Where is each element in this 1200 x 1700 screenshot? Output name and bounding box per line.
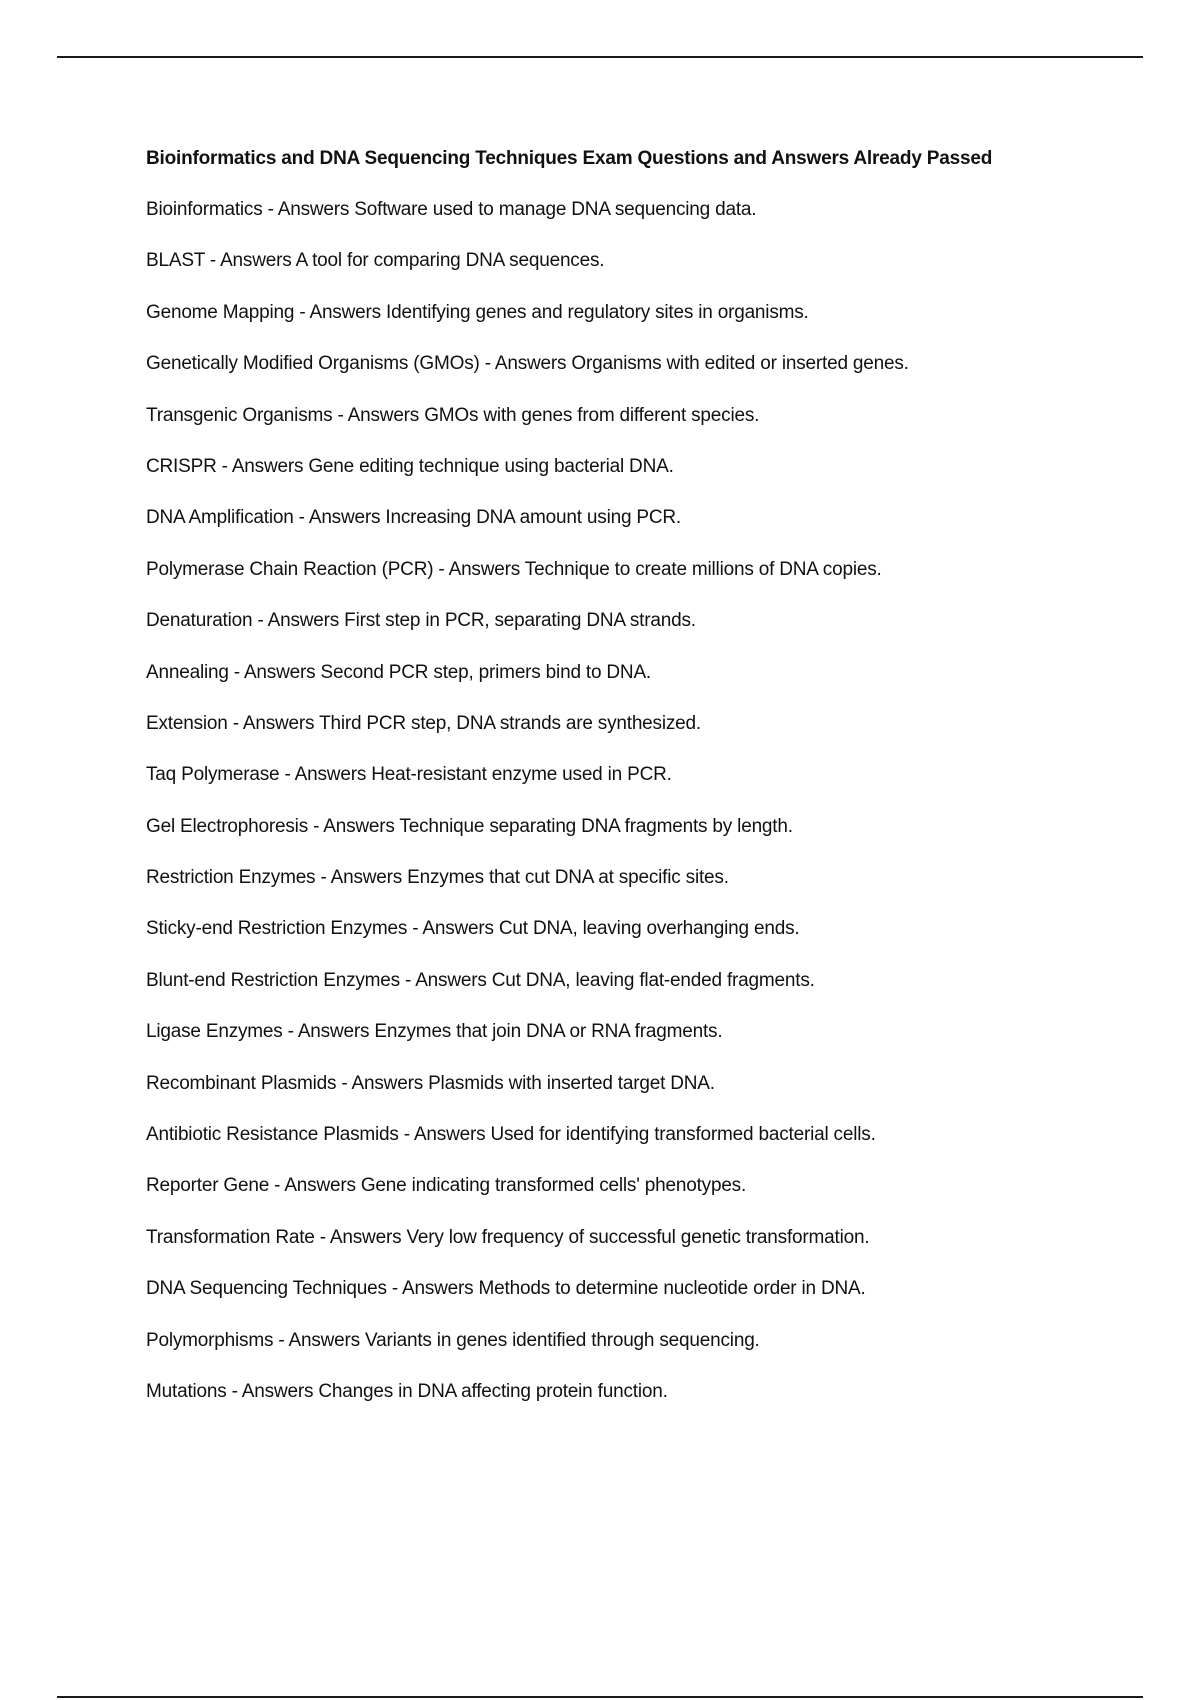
qa-item: Reporter Gene - Answers Gene indicating transformed cells' phenotypes. xyxy=(146,1175,747,1197)
qa-item: Recombinant Plasmids - Answers Plasmids with inserted target DNA. xyxy=(146,1072,715,1094)
qa-item: Transformation Rate - Answers Very low frequency of successful genetic transformation. xyxy=(146,1226,870,1248)
qa-item: Antibiotic Resistance Plasmids - Answers Used for identifying transformed bacterial cells. xyxy=(146,1124,876,1146)
document-body xyxy=(146,146,1146,1430)
qa-item: CRISPR - Answers Gene editing technique using bacterial DNA. xyxy=(146,455,674,477)
qa-item: Genome Mapping - Answers Identifying genes and regulatory sites in organisms. xyxy=(146,301,809,323)
qa-item: Blunt-end Restriction Enzymes - Answers Cut DNA, leaving flat-ended fragments. xyxy=(146,969,815,991)
qa-item: Taq Polymerase - Answers Heat-resistant enzyme used in PCR. xyxy=(146,764,672,786)
qa-item: Extension - Answers Third PCR step, DNA strands are synthesized. xyxy=(146,712,701,734)
qa-item: DNA Amplification - Answers Increasing DNA amount using PCR. xyxy=(146,507,682,529)
qa-item: DNA Sequencing Techniques - Answers Methods to determine nucleotide order in DNA. xyxy=(146,1278,866,1300)
qa-item: Polymerase Chain Reaction (PCR) - Answers Technique to create millions of DNA copies. xyxy=(146,558,882,580)
qa-item: Genetically Modified Organisms (GMOs) - Answers Organisms with edited or inserted genes. xyxy=(146,353,909,375)
header-rule xyxy=(57,56,1143,58)
qa-item: Polymorphisms - Answers Variants in genes identified through sequencing. xyxy=(146,1329,760,1351)
qa-item: Restriction Enzymes - Answers Enzymes that cut DNA at specific sites. xyxy=(146,867,729,889)
qa-item: Transgenic Organisms - Answers GMOs with genes from different species. xyxy=(146,404,760,426)
qa-item: Sticky-end Restriction Enzymes - Answers Cut DNA, leaving overhanging ends. xyxy=(146,918,800,940)
qa-item: Gel Electrophoresis - Answers Technique separating DNA fragments by length. xyxy=(146,815,793,837)
qa-item: Mutations - Answers Changes in DNA affecting protein function. xyxy=(146,1380,668,1402)
qa-item: Denaturation - Answers First step in PCR, separating DNA strands. xyxy=(146,610,696,632)
qa-list xyxy=(146,197,1146,1405)
qa-item: Bioinformatics - Answers Software used to manage DNA sequencing data. xyxy=(146,199,757,220)
qa-item: BLAST - Answers A tool for comparing DNA sequences. xyxy=(146,250,605,272)
document-title: Bioinformatics and DNA Sequencing Techniques Exam Questions and Answers Already Passed xyxy=(146,148,993,169)
qa-item: Annealing - Answers Second PCR step, primers bind to DNA. xyxy=(146,661,652,683)
qa-item: Ligase Enzymes - Answers Enzymes that join DNA or RNA fragments. xyxy=(146,1021,723,1043)
footer-rule xyxy=(57,1696,1143,1698)
